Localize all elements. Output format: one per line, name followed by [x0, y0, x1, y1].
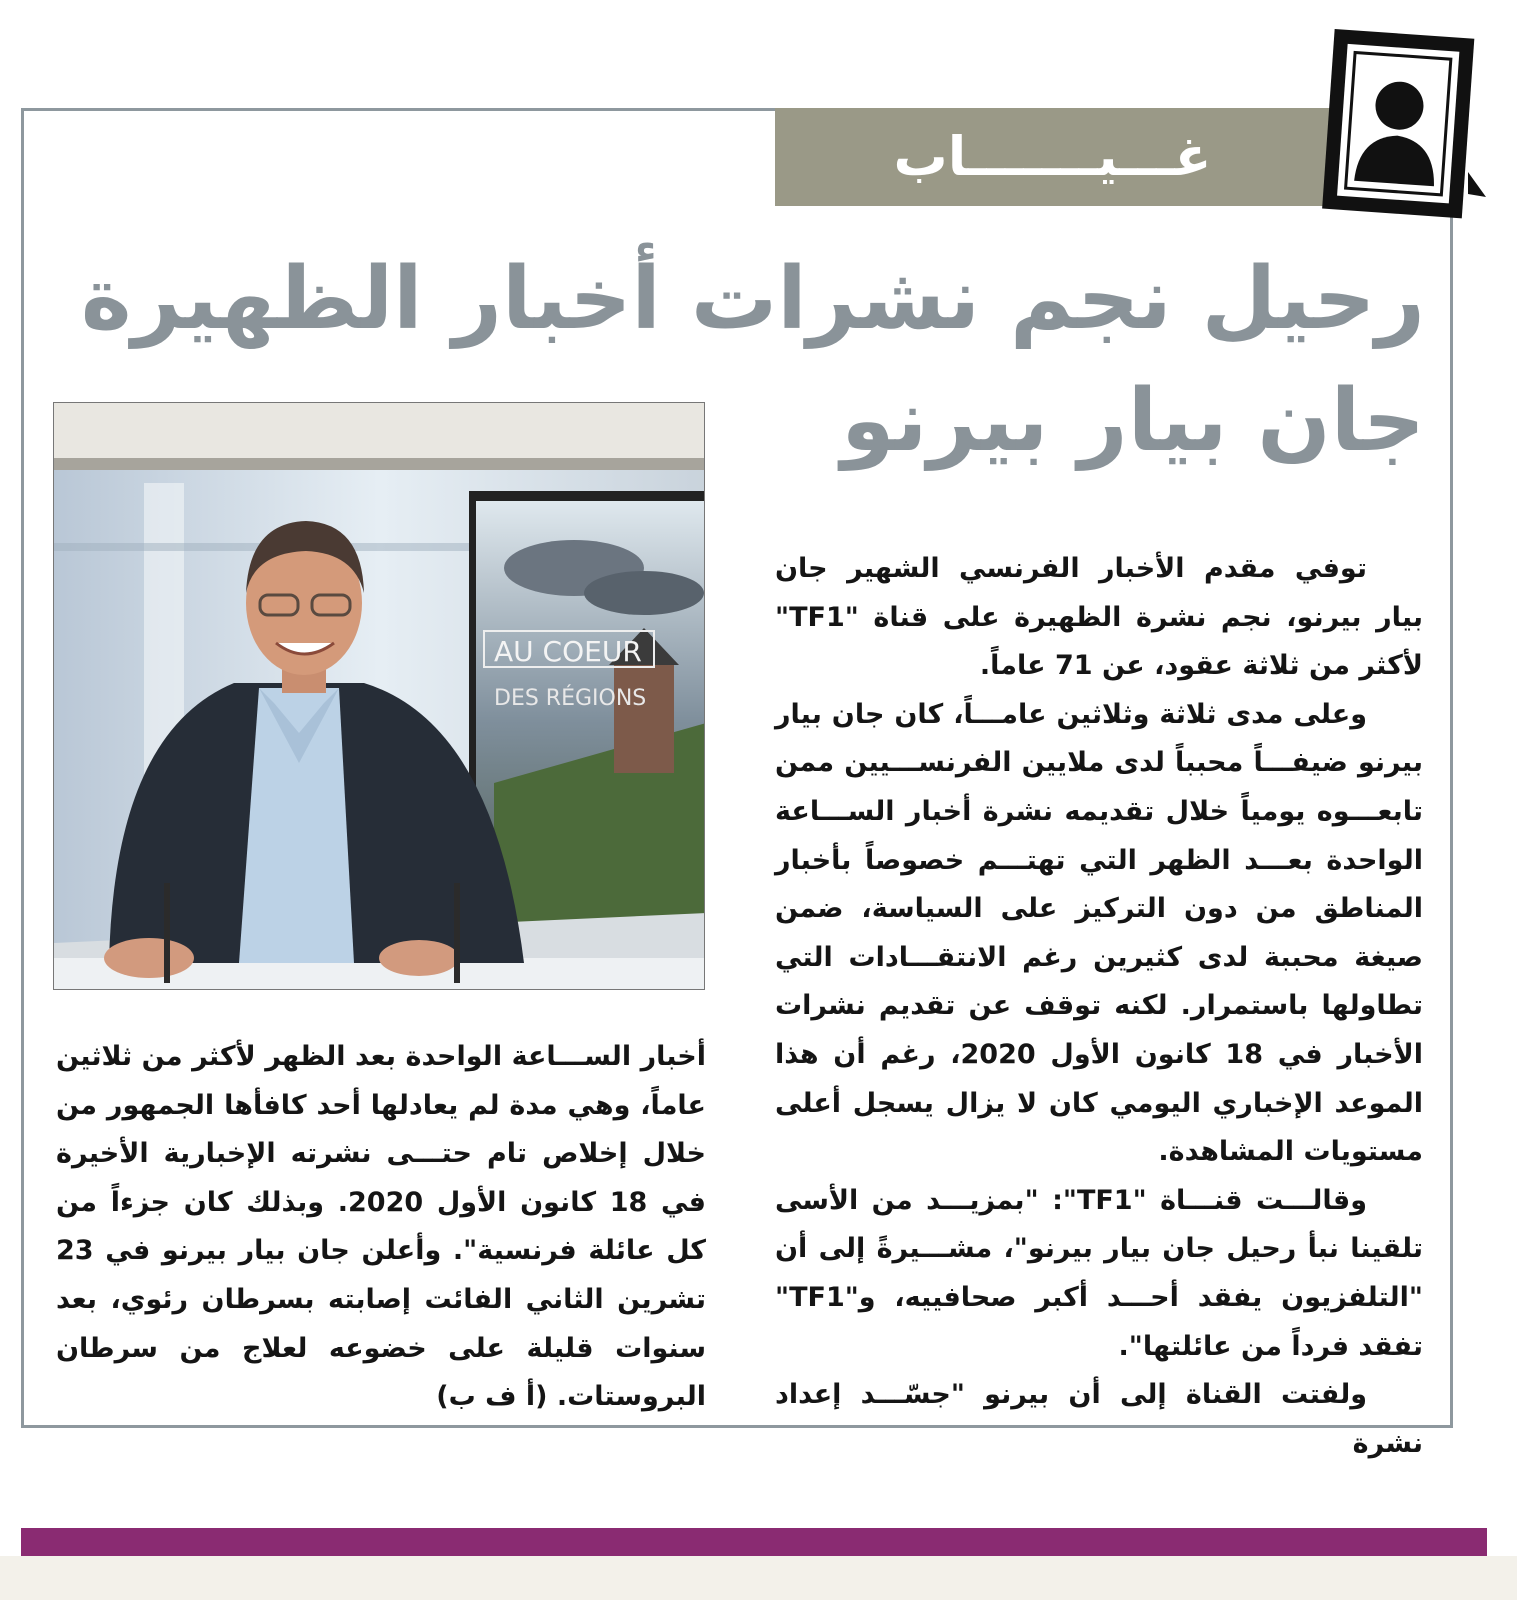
paragraph: توفي مقدم الأخبار الفرنسي الشهير جان بيار بيرنو، نجم نشرة الظهيرة على قناة "TF1" لأكثر من ثلاثة عقود، عن 71 عاماً. — [775, 553, 1423, 682]
article-body-right-column — [775, 545, 1423, 1459]
paragraph: أخبار الســـاعة الواحدة بعد الظهر لأكثر من ثلاثين عاماً، وهي مدة لم يعادلها أحد كافأها الجمهور من خلال إخلاص تام حتـــى نشرته الإخبارية الأخيرة في 18 كانون الأول 2020. وبذلك كان جزءاً من كل عائلة فرنسية". وأعلن جان بيار بيرنو في 23 تشرين الثاني الفائت إصابته بسرطان رئوي، بعد سنوات قليلة على خضوعه لعلاج من سرطان البروستات. (أ ف ب) — [56, 1041, 706, 1413]
photo-sign-line-2: DES RÉGIONS — [494, 686, 647, 711]
person-portrait-frame-icon — [1318, 22, 1488, 232]
photo-sign-line-1: AU COEUR — [494, 635, 642, 668]
section-kicker — [775, 108, 1330, 206]
article-body-left-column — [56, 1033, 706, 1413]
paragraph: ولفتت القناة إلى أن بيرنو "جسّـــد إعداد نشرة — [775, 1379, 1423, 1459]
paragraph: وقالـــت قنـــاة "TF1": "بمزيـــد من الأسى تلقينا نبأ رحيل جان بيار بيرنو"، مشـــيرةً إلى أن "التلفزيون يفقد أحـــد أكبر صحافييه، و"TF1" تفقد فرداً من عائلتها". — [775, 1184, 1423, 1362]
headline-line-1: رحيل نجم نشرات أخبار الظهيرة — [80, 249, 1425, 349]
headline-line-2: جان بيار بيرنو — [841, 371, 1425, 471]
page-bottom-band — [0, 1556, 1517, 1600]
paragraph: وعلى مدى ثلاثة وثلاثين عامـــاً، كان جان بيار بيرنو ضيفـــاً محبباً لدى ملايين الفرنســـيين ممن تابعـــوه يومياً خلال تقديمه نشرة أخبار الســـاعة الواحدة بعـــد الظهر التي تهتـــم خصوصاً بأخبار المناطق من دون التركيز على السياسة، ضمن صيغة محببة لدى كثيرين رغم الانتقـــادات التي تطاولها باستمرار. لكنه توقف عن تقديم نشرات الأخبار في 18 كانون الأول 2020، رغم أن هذا الموعد الإخباري اليومي كان لا يزال يسجل أعلى مستويات المشاهدة. — [775, 698, 1423, 1168]
article-photo — [53, 402, 705, 990]
section-kicker-label: غـــيـــــــاب — [893, 125, 1212, 188]
page-bottom-rule — [21, 1528, 1487, 1556]
